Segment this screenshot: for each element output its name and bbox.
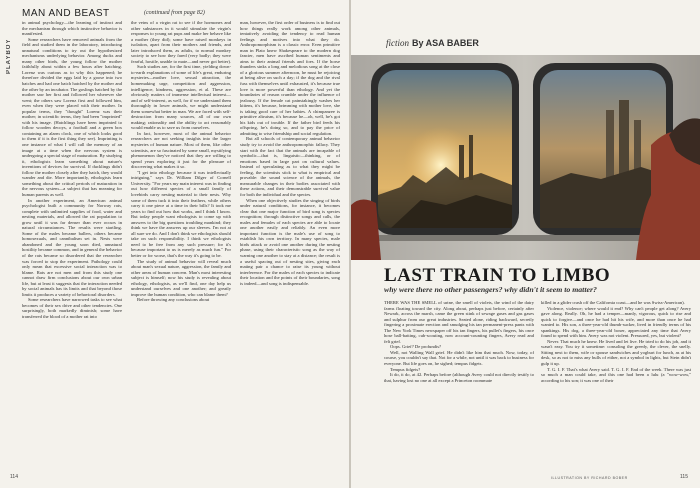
paragraph: Violence, violence; where would it end? Why can't people get along? Avery gave along. Really. Oh, he had a temper—manly, vigorous, quick to rise and quick to forgive—and once he had hit his wife, and more than once he had wanted to. His son, a three-year-old thumb-sucker, lived in friendly terms of his spankings. His dog, a three-year-old boxer, appreciated any time that Avery found to spend with him. Avery was not violent. Pressured, yes, but violent? bbox=[541, 305, 691, 339]
magazine-side-label: PLAYBOY bbox=[6, 38, 12, 74]
page-number: 114 bbox=[10, 474, 18, 480]
paragraph: Tempus fidgets? bbox=[390, 366, 421, 372]
paragraph: Some researchers have narrowed tasks to see what becomes of their sex drive and other tendencies. One surprisingly, both markedly diminish; some have transferred the blood of a mother rat into bbox=[22, 297, 122, 319]
story-subtitle: why were there no other passengers? why didn't it seem to matter? bbox=[384, 285, 597, 294]
story-title: LAST TRAIN TO LIMBO bbox=[384, 265, 611, 286]
paragraph: But all schools of contemporary animal behavior study try to avoid the anthropomorphic fallacy. They start with the fact that the animals are incapable of symbolic—that is, linguistic—thinking, or of emotions based in large part on cultural values. Instead of speculating as to what they might be feeling, the scientists stick to what is empirical and provable: the sound science of the animals, the measurable changes in their bodies associated with these actions, and their demonstrable survival value for both the individual and the species. bbox=[240, 136, 340, 197]
article-title: MAN AND BEAST bbox=[22, 8, 110, 19]
paragraph: killed in a glider crash off the California coast—and he was Swiss-American). bbox=[541, 300, 685, 305]
page-number: 115 bbox=[680, 474, 688, 480]
train-window-illustration bbox=[351, 55, 700, 260]
left-page bbox=[0, 0, 349, 488]
paragraph: Never. That much he knew. He lived and let live. He tried to do his job, and it wasn't easy. You try it sometime: consoling the greedy, the clever, the snelly. Sitting next to them, wife or spouse sandwiches and yogburt for lunch, as at his desk, so as not to miss any bulls of either, not a symbol in lights, but Stein didn't gulp it up. bbox=[541, 338, 691, 367]
paragraph: The study of animal behavior will reveal much about man's sexual nature, aggression, the family and other areas of human concern. Man's most interesting subject is himself; now his study is revealing about ethology, ethologists, as we'll find, one day help us understand ourselves and one another; and greatly improve the human condition, who can blame them? bbox=[131, 258, 231, 297]
paragraph: T. G. I. F. That's what Avery said. T. G. I. F. End of the week. There was just so much a man could take, and this one had been a lulu (a "wow-wow," according to his son; it was one of their bbox=[541, 366, 691, 383]
fiction-byline bbox=[386, 38, 479, 48]
section-label: fiction bbox=[386, 38, 409, 48]
paragraph: In fact, however, most of the animal behavior researchers are not seeking insights into the larger mysteries of human nature. Most of them, like other scientists, are so fascinated by some small, mystifying phenomenon they've noticed that they are willing to spend years exploring it just for the pleasure of discovering what makes it so. bbox=[131, 130, 231, 170]
left-column-1 bbox=[22, 20, 122, 460]
paragraph: Before throwing any conclusions about bbox=[137, 297, 210, 303]
paragraph: When one objectively studies the singing of birds under natural conditions, for instance, it becomes clear that one major function of bird song is species recognition; through distinctive songs and calls, the males and females of each species are able to locate one another easily and reliably. An even more important function is the male's use of song to establish his own territory. In many species, male birds attack or avoid one another during the nesting phase, using their characteristic song as the way of warning one another to stay at a distance; the result is a useful spacing out of nesting sites, giving each mating pair a chance to raise its young without interference. For the males of each species to indicate their location and the points of their boundaries, song is indeed—and song is indispensable. bbox=[240, 197, 340, 286]
paragraph: In another experiment, an American animal psychologist built a community for Norway rats, complete with unlimited supplies of food, water and nesting materials, and allowed the rat population to grow until it was far denser than ever occurs in natural circumstances. The results were startling. Some of the males became ballers, others became homosexuals, and cannibalism set in. Nests were abandoned and the young soon died, unnatural hostility became common, and in general the behavior of the rats became so disordered that the researcher was forced to stop the experiment. Pathology could only mean that excessive social interaction was to blame. Rats are not men and from this study one cannot draw firm conclusions about our own urban life, but at least it suggests that the interaction needed by social animals has its limits and that beyond those limits it produces a variety of behavioral disorders. bbox=[22, 197, 122, 297]
paragraph: Such studies are, for the first time, yielding down-to-earth explanations of some of life's great, enduring mysteries—mother love, sexual attraction, the homemaking urge, competition and aggression, intelligence, kindness, aggression, et al. These are obviously matters of immense intellectual interest—and of self-interest, as well, for if we understand them thoroughly in lower animals, we might understand them somewhat better in man. We are faced with self-destruction from many sources, all of our own making; rationality and the ability to act reasonably would enable us to save us from ourselves. bbox=[131, 64, 231, 131]
paragraph: It do, it do, at 42. Perhaps before (although Avery could not directly testify to that, having lost no one at all except a Princeton roommate bbox=[384, 372, 534, 383]
right-column-2 bbox=[541, 300, 691, 470]
author-byline: By ASA BABER bbox=[412, 38, 479, 48]
paragraph: the veins of a virgin rat to see if the hormones and other substances in it would stimulate the virgin's responses to young rat pups and make her behave like a mother (they did); some have raised monkeys in isolation, apart from their mothers and friends, and later introduced them, as adults, to normal monkey society to see how they fared (very badly; they were fearful, hostile, unable to mate—and never got better). bbox=[131, 20, 231, 64]
paragraph: Some researchers have removed animals from the field and studied them in the laboratory, introducing unnatural conditions to try out the hypothesized mechanisms underlying behavior. Among ducks and many other birds, the young follow the mother faithfully about within a few hours after hatching. Lorenz was curious as to why this happened; he therefore divided the eggs laid by a goose into two batches and had one batch hatched by the mother and the other by an incubator. The goslings hatched by the mother saw her first and followed her wherever she went; the others saw Lorenz first and followed him, even when they were placed with their mother. In popular terms, they "thought" Lorenz was their mother; in scientific terms, they had been "imprinted" with his image. (Hatchlings have been imprinted to follow wooden decoys, a football and a green box containing an alarm clock, one of which looks good to them if it is the first thing they see). Imprinting is one instance of what I will call the memory of an image at a time when the nervous system is undergoing a special stage of maturation. By studying it, ethologists learn something about nature's inventions of devices for survival. If ducklings didn't follow the mother closely after they hatch, they would wander and die. More importantly, ethologists learn something about the critical periods of maturation in the nervous system—a subject that has meaning for human parents as well. bbox=[22, 36, 122, 197]
right-column-1 bbox=[384, 300, 534, 470]
paragraph: "I get into ethology because it was intellectually intriguing," says Dr. William Dilger of Cornell University. "For years my main interest was in finding out how different species of a small family of lovebirds carry nesting material to their nests. Why some of them tuck it into their feathers, while others carry it one piece at a time in their bills? It took me years to find out how that works, and I think I know. But today people want ethologists to come up with answers to the big questions troubling mankind; they think we have the answers up our sleeves. I'm not at all sure we do. And I don't think we ethologists should take on such responsibility. I think we ethologists need to be free from any such pressure; for it's because important to us is merely as much fun." For better or for worse, that's the way it's going to be. bbox=[131, 169, 231, 258]
paragraph: man, however, the first order of business is to find out how things really work among other animals, tentatively avoiding the tendency to read human feelings and motives into what they do. Anthropomorphism is a classic error. Even primitive man in Plato knew Shakespeare to the modern dog fancier, men have ascribed human sentiments and aims to their animal friends and foes. If the horse thunders sinks a long and melodious song at the close of a glorious summer afternoon, he must be rejoicing at being alive on such a day; if the dog and the rival fuss with themselves until exhausted, it's because true love is more powerful than ethology. And yet the boundaries of reason crumble under the influence of jealousy. If the female cat painstakingly washes her kittens, it's because, brimming with mother love, she is taking good care of her babies. A chimpanzee is primitive altruism, it's because he—oh, well, he's got his kids out of trouble. If the father bird feeds his offspring, he's doing so, and to pay the price of admitting to wise friendship and social regulation. bbox=[240, 20, 340, 136]
paragraph: Well, not Walling Wall grief. He didn't like him that much. Now, today, of course, you couldn't say that. Not for a while, not until it was back to business for everyone. But life goes on, he sighed; tempus fidgets. bbox=[384, 349, 534, 367]
right-page bbox=[351, 0, 700, 488]
paragraph: THERE WAS THE SMELL of urine, the smell of violets, the wind of the dairy farms floating toward the city. Along about, perhaps just before, certainly after Newark, across the marsh, came the green stink of sewage gases and gas gases and sulphur from our great industries. Seated alone, riding backward, secretly fingering a proximate erection and smudging his tan permanent-press pants with The New York Times newspaper off his tan fingers, his pullet's fingers, his once hose ball-batting, cub-scouting, now account-counting fingers, Avery read and felt grief. bbox=[384, 300, 534, 344]
left-column-2 bbox=[131, 20, 231, 460]
illustration-credit: ILLUSTRATION BY RICHARD BOBER bbox=[551, 476, 628, 480]
continuation-note: (continued from page 82) bbox=[144, 10, 205, 16]
paragraph: in animal psychology—the learning of instinct and the mechanism through which instinctive behavior is manifested. bbox=[22, 20, 122, 37]
left-column-3 bbox=[240, 20, 340, 460]
paragraph: Oops. Grief? De profundis? bbox=[390, 344, 442, 350]
